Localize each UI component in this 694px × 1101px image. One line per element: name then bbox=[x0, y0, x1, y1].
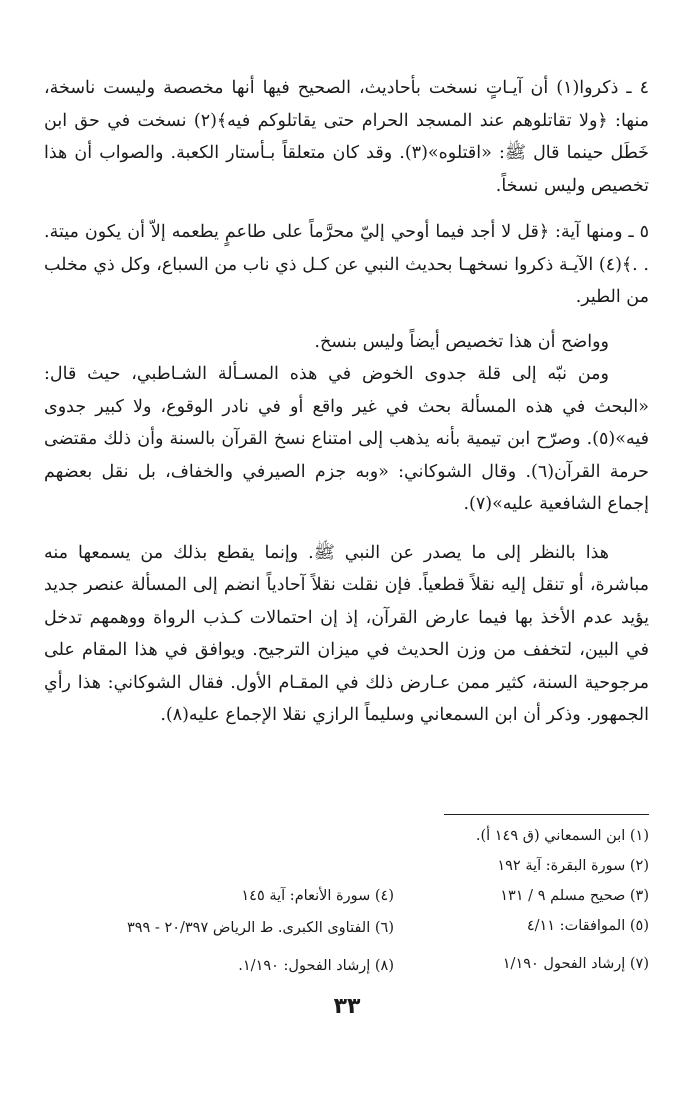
paragraph-ahad-narration: هذا بالنظر إلى ما يصدر عن النبي ﷺ. وإنما يقطع بذلك من يسمعها منه مباشرة، أو تنقل إليه نقلاً قطعياً. فإن نقلت نقلاً آحادياً انضم إلى المسألة عنصر جديد يؤيد عدم الأخذ بها فيما عارض القرآن، إذ إن احتمالات كـذب الرواة ووهمهم تدخل في البين، لتخفف من وزن الحديث في ميزان الترجيح. ويوافق في هذا المقام على مرجوحية السنة، كثير ممن عـارض ذلك في المقـام الأول. فقال الشوكاني: هذا رأي الجمهور. وذكر أن ابن السمعاني وسليماً الرازي نقلا الإجماع عليه(٨). bbox=[44, 542, 649, 725]
footnote-7: (٧) إرشاد الفحول ١/١٩٠ bbox=[502, 956, 649, 972]
page-number: ٣٣ bbox=[333, 994, 361, 1019]
footnote-3: (٣) صحيح مسلم ٩ / ١٣١ bbox=[500, 888, 649, 904]
paragraph-5-food-verse: ٥ ـ ومنها آية: ﴿قل لا أجد فيما أوحي إليّ محرَّماً على طاعمٍ يطعمه إلاّ أن يكون ميتة. . .﴾(٤) الآيـة ذكروا نسخهـا بحديث النبي عن كـل ذي ناب من السباع، وكل ذي مخلب من الطير. bbox=[44, 222, 649, 307]
footnote-5: (٥) الموافقات: ٤/١١ bbox=[526, 918, 649, 934]
footnote-2: (٢) سورة البقرة: آية ١٩٢ bbox=[497, 858, 649, 874]
paragraph-shatibi-quote: ومن نبّه إلى قلة جدوى الخوض في هذه المسـألة الشـاطبي، حيث قال: «البحث في هذه المسألة بحث في غير واقع أو في نادر الوقوع، ولا كبير جدوى فيه»(٥). وصرّح ابن تيمية بأنه يذهب إلى امتناع نسخ القرآن بالسنة وأن ذلك مقتضى حرمة القرآن(٦). وقال الشوكاني: «وبه جزم الصيرفي والخفاف، بل نقل بعضهم إجماع الشافعية عليه»(٧). bbox=[44, 364, 650, 514]
paragraph-4-abrogation-verses: ٤ ـ ذكروا(١) أن آيـاتٍ نسخت بأحاديث، الصحيح فيها أنها مخصصة وليست ناسخة، منها: ﴿ولا تقاتلوهم عند المسجد الحرام حتى يقاتلوكم فيه﴾(٢) نسخت في حق ابن خَطَل حينما قال ﷺ: «اقتلوه»(٣). وقد كان متعلقاً بـأستار الكعبة. والصواب أن هذا تخصيص وليس نسخاً. bbox=[44, 78, 649, 196]
main-text bbox=[44, 72, 649, 732]
footnote-1: (١) ابن السمعاني (ق ١٤٩ أ). bbox=[475, 828, 649, 844]
footnote-4: (٤) سورة الأنعام: آية ١٤٥ bbox=[241, 888, 394, 904]
footnote-6: (٦) الفتاوى الكبرى. ط الرياض ٢٠/٣٩٧ - ٣٩٩ bbox=[126, 920, 394, 936]
paragraph-specification-note: وواضح أن هذا تخصيص أيضاً وليس بنسخ. bbox=[314, 331, 609, 352]
footnote-separator bbox=[444, 814, 649, 815]
footnote-8: (٨) إرشاد الفحول: ١/١٩٠. bbox=[238, 958, 394, 974]
